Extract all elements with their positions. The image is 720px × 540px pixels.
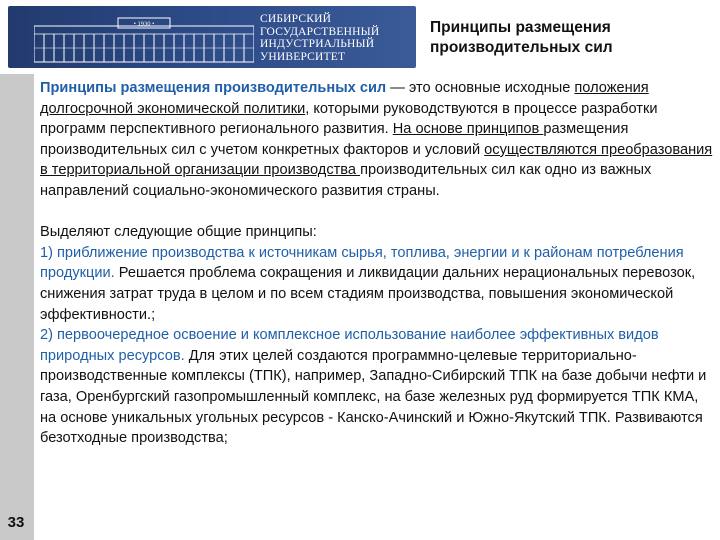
logo-year: • 1930 • [133, 20, 155, 28]
text-span: размещения производительных сил с учетом конкретных факторов и условий [40, 121, 629, 158]
principle-heading: 1) приближение производства к источникам сырья, топлива, энергии и к районам потребления продукции. [40, 244, 684, 282]
logo-line: ИНДУСТРИАЛЬНЫЙ [260, 38, 375, 50]
definition-paragraph [40, 78, 714, 202]
hyperlink-policy[interactable]: положения долгосрочной экономической политики [40, 80, 649, 117]
university-building-icon [34, 12, 254, 64]
logo-line: УНИВЕРСИТЕТ [260, 50, 346, 63]
principle-item-1 [40, 243, 714, 325]
logo-line: ГОСУДАРСТВЕННЫЙ [260, 25, 380, 38]
hyperlink-principles[interactable]: На основе принципов [392, 121, 544, 138]
principle-heading: 2) первоочередное освоение и комплексное использование наиболее эффективных видов природных ресурсов. [40, 327, 659, 364]
page-number: 33 [7, 514, 25, 531]
defined-term: Принципы размещения производительных сил [40, 80, 387, 96]
principle-text: Решается проблема сокращения и ликвидации дальних нерациональных перевозок, снижения затрат труда в целом и по всем стадиям производства, повышения экономической эффективности.; [40, 265, 696, 323]
university-logo [8, 6, 416, 68]
text-span: , которыми руководствуются в процессе разработки программ перспективного регионального развития. [40, 100, 658, 138]
slide-title-line: Принципы размещения [430, 19, 611, 36]
paragraph-gap [40, 202, 714, 223]
principle-text: Для этих целей создаются программно-целевые территориально-производственные комплексы (ТПК), например, Западно-Сибирский ТПК на базе добычи нефти и газа, Оренбургский газопромышленный комплекс, на базе железных руд формируется ТПК КМА, на основе уникальных угольных ресурсов - Канско-Ачинский и Южно-Якутский ТПК. Развиваются безотходные производства; [40, 347, 707, 447]
logo-university-name [260, 13, 410, 63]
slide-content [34, 74, 720, 540]
principle-item-2 [40, 325, 714, 449]
slide-title [430, 18, 710, 58]
text-span: производительных сил как одно из важных направлений социально-экономического развития страны. [40, 162, 652, 199]
hyperlink-transformations[interactable]: осуществляются преобразования в территориальной организации производства [40, 141, 713, 179]
principles-intro: Выделяют следующие общие принципы: [40, 224, 317, 241]
left-sidebar [0, 74, 30, 540]
slide-title-line: производительных сил [430, 39, 613, 56]
body-text [40, 78, 714, 449]
logo-line: СИБИРСКИЙ [260, 13, 332, 25]
text-span: — это основные исходные [386, 80, 575, 96]
slide-header [0, 0, 720, 74]
